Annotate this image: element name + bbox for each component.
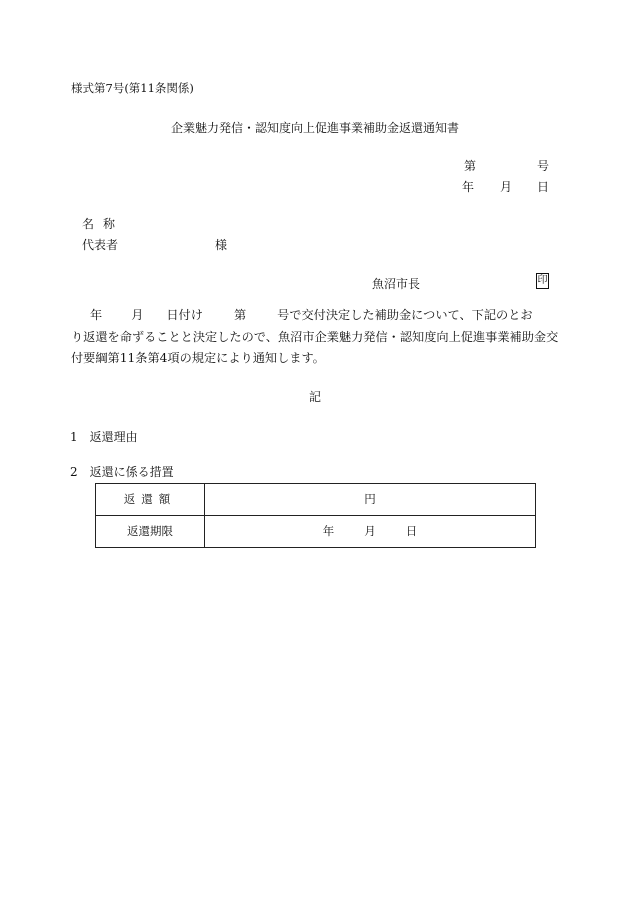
issuer-title: 魚沼市長 <box>372 277 421 291</box>
body-no: 第 <box>233 308 247 322</box>
body-day: 日付け <box>166 308 203 322</box>
doc-date-month: 月 <box>500 180 513 194</box>
doc-date-day: 日 <box>537 180 550 194</box>
refund-deadline-label: 返還期限 <box>96 516 205 548</box>
body-year: 年 <box>90 308 103 322</box>
addressee-honorific: 様 <box>215 238 228 252</box>
body-line-1 <box>71 309 533 321</box>
refund-table <box>95 483 536 548</box>
doc-number-suffix: 号 <box>537 159 550 173</box>
addressee-name-label: 名称 <box>82 217 125 231</box>
table-row <box>96 484 536 516</box>
ki-heading: 記 <box>309 390 322 404</box>
seal-mark: 印 <box>536 273 549 289</box>
refund-deadline-value <box>205 516 536 548</box>
deadline-day: 日 <box>405 523 418 538</box>
deadline-year: 年 <box>322 523 335 538</box>
addressee-representative-label: 代表者 <box>82 238 119 252</box>
refund-amount-value: 円 <box>205 484 536 516</box>
document-title: 企業魅力発信・認知度向上促進事業補助金返還通知書 <box>170 121 459 135</box>
doc-number-prefix: 第 <box>464 159 477 173</box>
refund-amount-label: 返還額 <box>96 484 205 516</box>
item-refund-reason: 1 返還理由 <box>70 430 138 444</box>
body-line-3: 付要綱第11条第4項の規定により通知します。 <box>71 351 325 365</box>
form-number-label: 様式第7号(第11条関係) <box>71 81 194 95</box>
body-line-1-rest: 号で交付決定した補助金について、下記のとお <box>277 308 533 322</box>
body-line-2: り返還を命ずることと決定したので、魚沼市企業魅力発信・認知度向上促進事業補助金交 <box>71 330 559 344</box>
body-month: 月 <box>131 308 144 322</box>
item-refund-measures: 2 返還に係る措置 <box>70 465 174 479</box>
doc-date-year: 年 <box>462 180 475 194</box>
table-row <box>96 516 536 548</box>
deadline-month: 月 <box>364 523 376 538</box>
